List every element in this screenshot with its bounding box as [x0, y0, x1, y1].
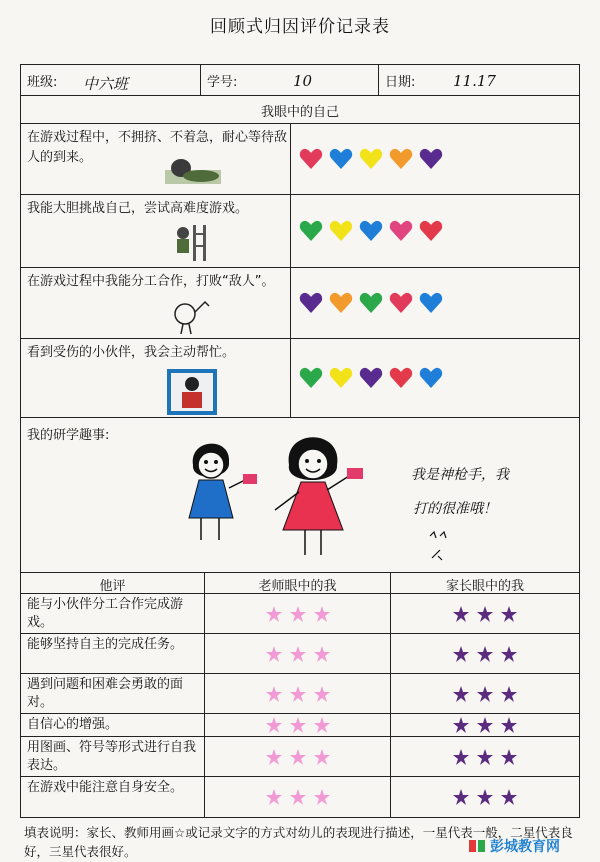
- parent-stars: [391, 777, 579, 817]
- star-icon: [501, 606, 517, 622]
- star-icon: [290, 646, 306, 662]
- page-title: 回顾式归因评价记录表: [210, 17, 390, 37]
- heart-icon: [299, 292, 323, 314]
- eval-row: [20, 713, 580, 737]
- heart-icon: [299, 220, 323, 242]
- star-icon: [266, 606, 282, 622]
- heart-icon: [359, 220, 383, 242]
- parent-stars: [391, 714, 579, 736]
- eval-row: [20, 633, 580, 674]
- teacher-stars: [205, 674, 390, 713]
- parent-stars: [391, 674, 579, 713]
- self-item-text: 我能大胆挑战自己，尝试高难度游戏。: [27, 201, 249, 216]
- hearts-rating: [299, 124, 443, 194]
- heart-icon: [359, 292, 383, 314]
- star-icon: [290, 717, 306, 733]
- parent-stars: [391, 737, 579, 776]
- star-icon: [453, 789, 469, 805]
- fun-text-line2: 打的很准哦！: [413, 501, 497, 517]
- star-icon: [501, 789, 517, 805]
- date-value: 11.17: [453, 72, 496, 90]
- star-icon: [314, 686, 330, 702]
- self-section-title: 我眼中的自己: [260, 105, 339, 120]
- star-icon: [314, 749, 330, 765]
- star-icon: [314, 646, 330, 662]
- date-cell: [379, 65, 579, 95]
- star-icon: [266, 646, 282, 662]
- star-icon: [477, 606, 493, 622]
- star-icon: [477, 789, 493, 805]
- star-icon: [266, 789, 282, 805]
- star-icon: [477, 749, 493, 765]
- heart-icon: [329, 367, 353, 389]
- heart-icon: [419, 367, 443, 389]
- star-icon: [453, 686, 469, 702]
- self-item-row: [20, 194, 580, 268]
- id-label: 学号:: [207, 75, 238, 90]
- date-label: 日期:: [385, 75, 416, 90]
- self-item-row: [20, 267, 580, 339]
- self-section-header: [20, 95, 580, 124]
- heart-icon: [329, 220, 353, 242]
- heart-icon: [359, 148, 383, 170]
- heart-icon: [299, 148, 323, 170]
- self-item-text: 看到受伤的小伙伴，我会主动帮忙。: [27, 345, 236, 360]
- eval-item-text: 能够坚持自主的完成任务。: [27, 637, 184, 652]
- class-label: 班级:: [27, 75, 58, 90]
- eval-item-text: 在游戏中能注意自身安全。: [27, 780, 184, 795]
- header-row: [20, 64, 580, 96]
- helping-child-sticker: [167, 369, 217, 415]
- teacher-stars: [205, 737, 390, 776]
- fist-pump-sketch: [169, 296, 213, 336]
- star-icon: [453, 717, 469, 733]
- eval-header-row: [20, 572, 580, 594]
- hearts-rating: [299, 339, 443, 417]
- id-value: 10: [293, 72, 313, 90]
- heart-icon: [389, 367, 413, 389]
- fun-section-label: 我的研学趣事:: [27, 428, 110, 443]
- heart-icon: [419, 292, 443, 314]
- eval-col-other: 他评: [99, 579, 126, 594]
- star-icon: [453, 646, 469, 662]
- star-icon: [314, 789, 330, 805]
- teacher-stars: [205, 777, 390, 817]
- star-icon: [290, 606, 306, 622]
- fun-section: [20, 417, 580, 573]
- star-icon: [290, 686, 306, 702]
- star-icon: [477, 717, 493, 733]
- class-cell: [21, 65, 201, 95]
- heart-icon: [329, 292, 353, 314]
- eval-row: [20, 673, 580, 714]
- eval-row: [20, 736, 580, 777]
- class-value: 中六班: [83, 75, 129, 93]
- teacher-stars: [205, 714, 390, 736]
- star-icon: [266, 749, 282, 765]
- hearts-rating: [299, 268, 443, 338]
- star-icon: [501, 686, 517, 702]
- heart-icon: [329, 148, 353, 170]
- parent-stars: [391, 634, 579, 673]
- star-icon: [477, 686, 493, 702]
- heart-icon: [389, 148, 413, 170]
- teacher-stars: [205, 634, 390, 673]
- climbing-child-sticker: [171, 223, 207, 263]
- eval-item-text: 自信心的增强。: [27, 717, 119, 732]
- heart-icon: [299, 367, 323, 389]
- star-icon: [501, 646, 517, 662]
- heart-icon: [389, 292, 413, 314]
- star-icon: [314, 606, 330, 622]
- star-icon: [477, 646, 493, 662]
- star-icon: [314, 717, 330, 733]
- eval-col-teacher: 老师眼中的我: [258, 579, 337, 594]
- self-item-row: [20, 123, 580, 195]
- heart-icon: [419, 220, 443, 242]
- self-item-text: 在游戏过程中，不拥挤、不着急，耐心等待敌人的到来。: [27, 130, 288, 165]
- footnote: 填表说明：家长、教师用画☆或记录文字的方式对幼儿的表现进行描述，一星代表一般，二星代表良好，三星代表很好。: [24, 825, 573, 859]
- parent-stars: [391, 594, 579, 633]
- star-icon: [501, 717, 517, 733]
- star-icon: [266, 686, 282, 702]
- hearts-rating: [299, 195, 443, 267]
- evaluation-table: [20, 64, 582, 819]
- eval-col-parent: 家长眼中的我: [445, 579, 524, 594]
- doodle-sketch: [426, 530, 456, 564]
- watermark-text: 彭城教育网: [490, 839, 560, 855]
- watermark: [468, 836, 560, 856]
- eval-item-text: 能与小伙伴分工合作完成游戏。: [27, 597, 184, 630]
- lying-child-sticker: [163, 156, 223, 186]
- star-icon: [501, 749, 517, 765]
- self-item-row: [20, 338, 580, 418]
- eval-row: [20, 593, 580, 634]
- heart-icon: [359, 367, 383, 389]
- star-icon: [290, 749, 306, 765]
- fun-text-line1: 我是神枪手，我: [411, 467, 509, 483]
- book-logo-icon: [468, 838, 486, 854]
- star-icon: [266, 717, 282, 733]
- eval-item-text: 遇到问题和困难会勇敢的面对。: [27, 677, 184, 710]
- star-icon: [453, 606, 469, 622]
- self-item-text: 在游戏过程中我能分工合作，打败“敌人”。: [27, 274, 275, 289]
- eval-row: [20, 776, 580, 818]
- star-icon: [453, 749, 469, 765]
- child-drawing: [171, 430, 381, 565]
- star-icon: [290, 789, 306, 805]
- teacher-stars: [205, 594, 390, 633]
- heart-icon: [389, 220, 413, 242]
- heart-icon: [419, 148, 443, 170]
- eval-item-text: 用图画、符号等形式进行自我表达。: [27, 740, 197, 773]
- id-cell: [201, 65, 379, 95]
